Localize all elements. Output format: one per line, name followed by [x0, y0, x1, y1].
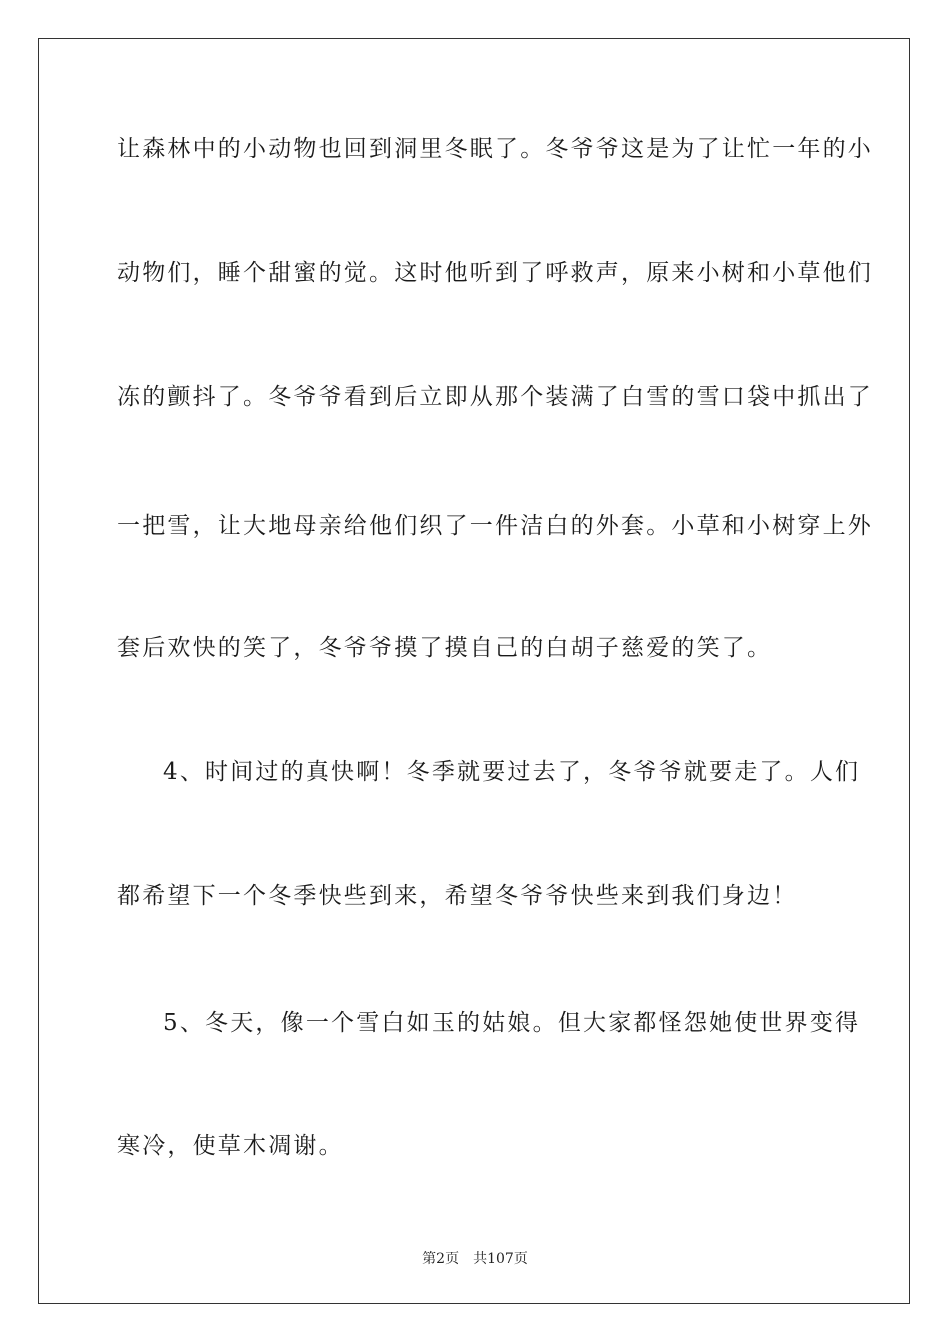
- body-line-2: 动物们，睡个甜蜜的觉。这时他听到了呼救声，原来小树和小草他们: [117, 260, 873, 286]
- body-line-1: 让森林中的小动物也回到洞里冬眠了。冬爷爷这是为了让忙一年的小: [117, 136, 873, 162]
- body-line-7: 都希望下一个冬季快些到来，希望冬爷爷快些来到我们身边！: [117, 883, 798, 909]
- body-line-5: 套后欢快的笑了，冬爷爷摸了摸自己的白胡子慈爱的笑了。: [117, 635, 773, 661]
- page-footer: [0, 1248, 950, 1268]
- page-number: 第2页: [422, 1251, 460, 1267]
- body-line-9: 寒冷，使草木凋谢。: [117, 1133, 344, 1159]
- body-line-3: 冻的颤抖了。冬爷爷看到后立即从那个装满了白雪的雪口袋中抓出了: [117, 384, 873, 410]
- body-line-4: 一把雪，让大地母亲给他们织了一件洁白的外套。小草和小树穿上外: [117, 513, 873, 539]
- page-frame: [38, 38, 910, 1304]
- body-line-8-item-5: 5、冬天，像一个雪白如玉的姑娘。但大家都怪怨她使世界变得: [163, 1010, 861, 1036]
- body-line-6-item-4: 4、时间过的真快啊！冬季就要过去了，冬爷爷就要走了。人们: [163, 759, 861, 785]
- page-total: 共107页: [473, 1251, 528, 1267]
